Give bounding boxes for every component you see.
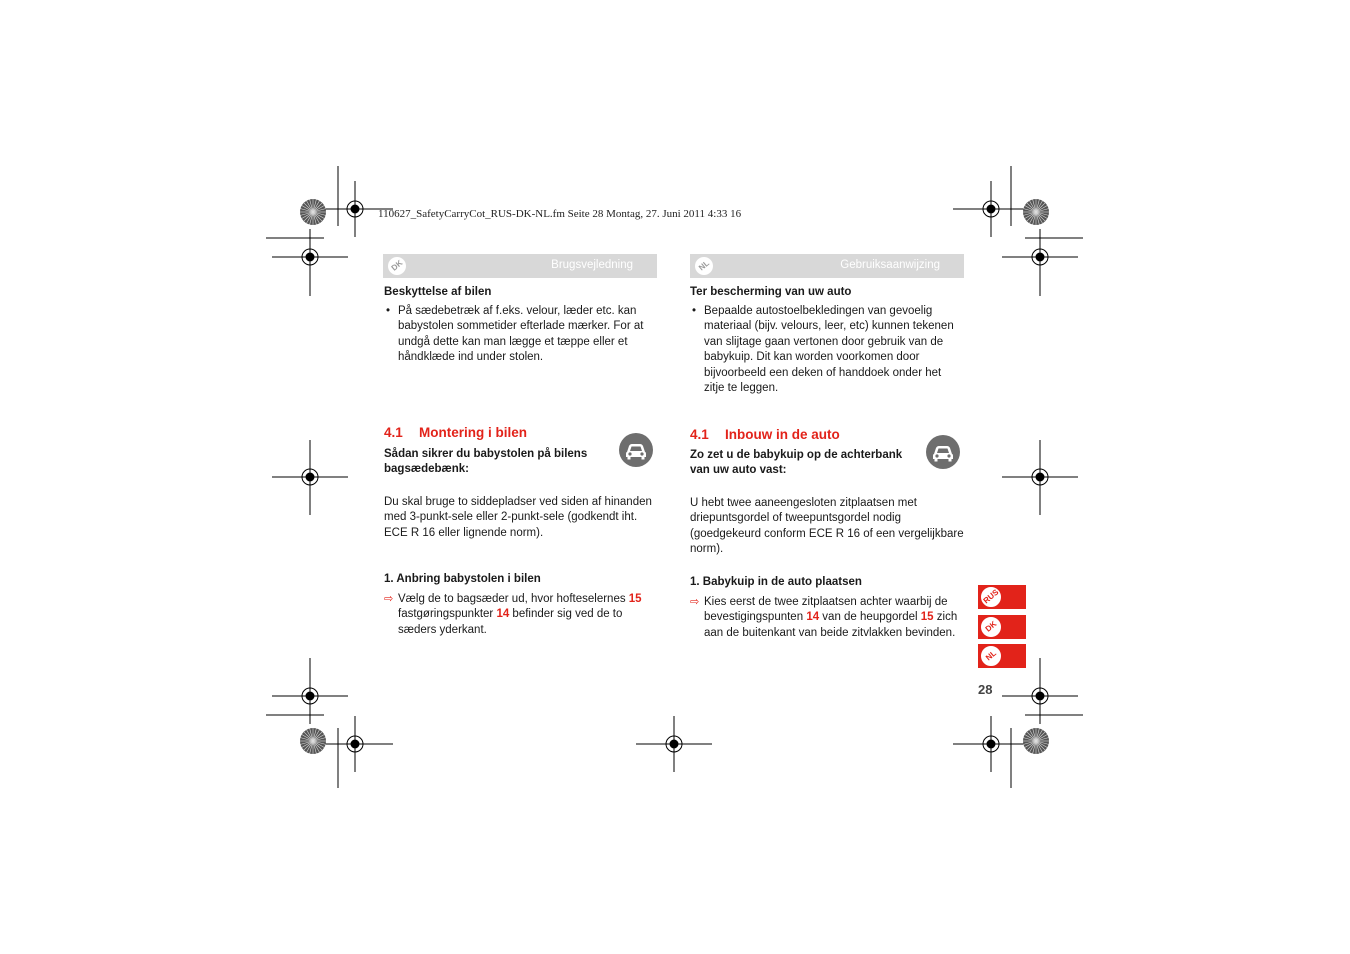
crosshair-mark (1002, 449, 1078, 505)
crosshair-mark (636, 716, 712, 772)
language-tab-nl: NL (978, 644, 1026, 668)
crosshair-mark (317, 716, 393, 772)
section-title: 4.1 Inbouw in de auto (690, 427, 840, 442)
arrow-right-icon: ⇨ (690, 596, 700, 608)
section-band-nl (690, 254, 964, 278)
file-header: 110627_SafetyCarryCot_RUS-DK-NL.fm Seite 28 Montag, 27. Juni 2011 4:33 16 (378, 208, 742, 220)
language-badge: NL (695, 257, 713, 275)
car-icon (619, 433, 653, 467)
crosshair-mark (272, 449, 348, 505)
crosshair-mark (1002, 668, 1078, 724)
crosshair-mark (953, 181, 1029, 237)
protect-list (384, 304, 658, 366)
step-heading: 1. Anbring babystolen i bilen (384, 573, 541, 585)
language-badge: DK (388, 257, 406, 275)
page-number: 28 (978, 682, 993, 697)
install-intro: Sådan sikrer du babystolen på bilens bagsædebænk: (384, 448, 588, 475)
rosette-mark (300, 199, 326, 225)
seat-paragraph: U hebt twee aaneengesloten zitplaatsen met driepuntsgordel of tweepuntsgordel nodig (goedgekeurd conform ECE R 16 of een vergelijkbare norm). (690, 497, 964, 556)
crosshair-mark (953, 716, 1029, 772)
band-title: Gebruiksaanwijzing (840, 259, 940, 271)
crosshair-mark (272, 229, 348, 285)
section-title: 4.1 Montering i bilen (384, 425, 527, 440)
car-icon (926, 435, 960, 469)
arrow-right-icon: ⇨ (384, 593, 394, 605)
seat-paragraph: Du skal bruge to siddepladser ved siden af hinanden med 3-punkt-sele eller 2-punkt-sele (godkendt iht. ECE R 16 eller lignende norm). (384, 496, 652, 539)
step-instruction: ⇨ Vælg de to bagsæder ud, hvor hofteselernes 15 fastgøringspunkter 14 befinder sig ved de to sæders yderkant. (384, 593, 642, 636)
crosshair-mark (272, 668, 348, 724)
band-title: Brugsvejledning (551, 259, 633, 271)
rosette-mark (300, 728, 326, 754)
protect-list (690, 304, 964, 396)
list-item: • Bepaalde autostoelbekledingen van gevoelig materiaal (bijv. velours, leer, etc) kunnen tekenen van slijtage gaan vertonen door gebruik van de babykuip. Dit kan worden voorkomen door bijvoorbeeld een deken of handdoek onder het zitje te leggen. (690, 304, 964, 396)
rosette-mark (1023, 199, 1049, 225)
install-intro: Zo zet u de babykuip op de achterbank van uw auto vast: (690, 449, 903, 476)
language-tab-dk: DK (978, 615, 1026, 639)
protect-heading: Beskyttelse af bilen (384, 286, 492, 298)
section-band-dk (383, 254, 657, 278)
step-heading: 1. Babykuip in de auto plaatsen (690, 576, 862, 588)
crosshair-mark (1002, 229, 1078, 285)
list-item: • På sædebetræk af f.eks. velour, læder etc. kan babystolen sommetider efterlade mærker. For at undgå dette kan man lægge et tæppe eller et håndklæde ind under stolen. (384, 304, 658, 366)
protect-heading: Ter bescherming van uw auto (690, 286, 852, 298)
rosette-mark (1023, 728, 1049, 754)
language-tab-rus: RUS (978, 585, 1026, 609)
step-instruction: ⇨ Kies eerst de twee zitplaatsen achter waarbij de bevestigingspunten 14 van de heupgordel 15 zich aan de buitenkant van beide zitvlakken bevinden. (690, 596, 958, 639)
